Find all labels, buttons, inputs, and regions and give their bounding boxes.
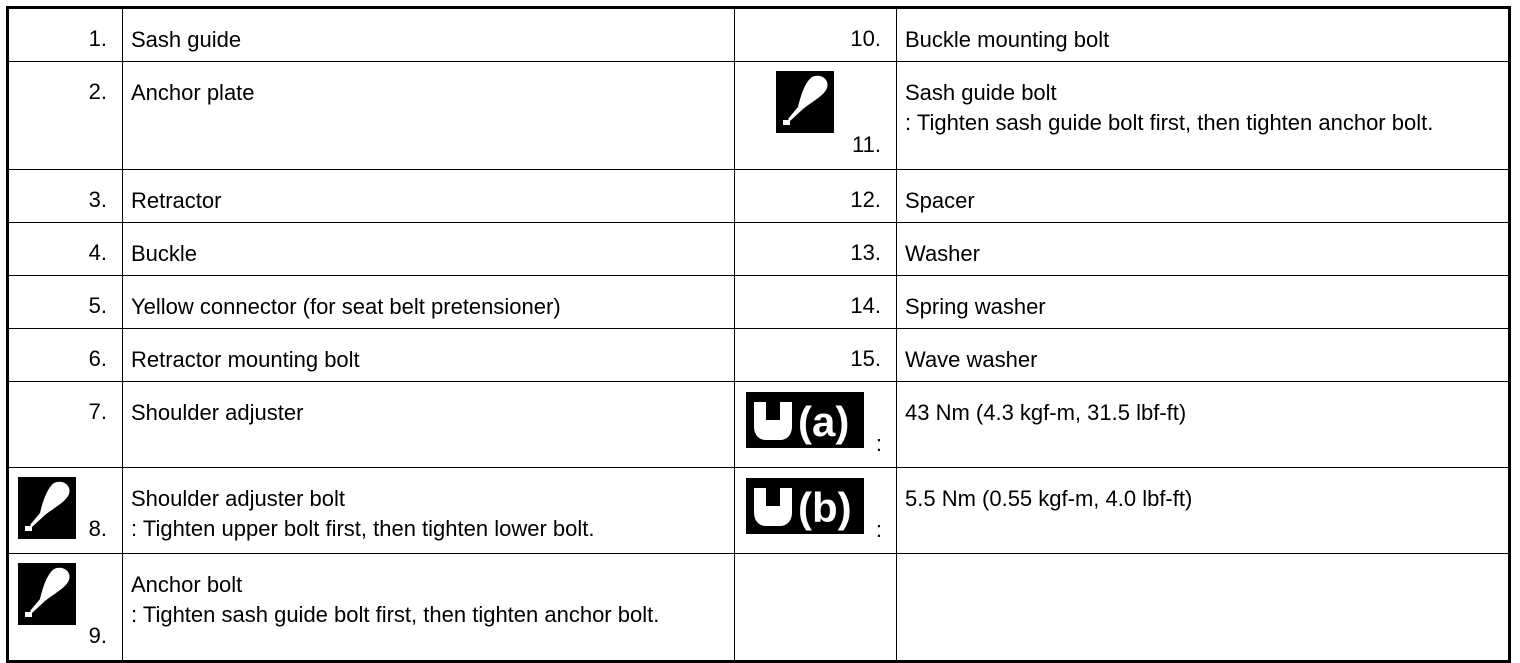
- item-number-cell: [8, 170, 123, 223]
- torque-separator: :: [875, 431, 882, 456]
- item-number: 10.: [850, 26, 881, 51]
- item-note: : Tighten sash guide bolt first, then tighten anchor bolt.: [131, 602, 660, 627]
- item-number-cell: [735, 276, 897, 329]
- empty-cell: [735, 554, 897, 662]
- item-label: Spring washer: [905, 294, 1046, 319]
- item-number: 14.: [850, 293, 881, 318]
- item-number-cell: [8, 223, 123, 276]
- torque-value-cell: [897, 468, 1510, 554]
- item-number-cell: [735, 329, 897, 382]
- item-note: : Tighten upper bolt first, then tighten lower bolt.: [131, 516, 595, 541]
- item-label: Sash guide bolt: [905, 80, 1057, 105]
- item-label: Wave washer: [905, 347, 1038, 372]
- item-number-cell: [8, 329, 123, 382]
- item-label-cell: [123, 276, 735, 329]
- svg-text:(b): (b): [798, 484, 852, 531]
- item-number: 11.: [852, 132, 881, 157]
- item-number: 2.: [88, 79, 107, 104]
- item-number: 6.: [88, 346, 107, 371]
- torque-icon-cell: [735, 382, 897, 468]
- torque-value-cell: [897, 382, 1510, 468]
- item-label-cell: [123, 8, 735, 62]
- item-label: Yellow connector (for seat belt pretensioner): [131, 294, 561, 319]
- item-number: 13.: [850, 240, 881, 265]
- item-label: Sash guide: [131, 27, 242, 52]
- torque-wrench-icon: [746, 478, 864, 534]
- table-row: [8, 554, 1510, 662]
- empty-cell: [897, 554, 1510, 662]
- item-number-cell: [8, 554, 123, 662]
- item-label: Buckle: [131, 241, 198, 266]
- item-label-cell: [123, 223, 735, 276]
- item-label-cell: [123, 468, 735, 554]
- item-number: 3.: [88, 187, 107, 212]
- table-row: [8, 468, 1510, 554]
- item-number: 9.: [88, 623, 107, 648]
- torque-separator: :: [875, 517, 882, 542]
- item-note: : Tighten sash guide bolt first, then tighten anchor bolt.: [905, 110, 1434, 135]
- item-label: Buckle mounting bolt: [905, 27, 1110, 52]
- item-label-cell: [897, 62, 1510, 170]
- item-number: 12.: [850, 187, 881, 212]
- table-row: [8, 8, 1510, 62]
- item-number: 7.: [88, 399, 107, 424]
- table-row: [8, 276, 1510, 329]
- table-row: [8, 170, 1510, 223]
- torque-icon-cell: [735, 468, 897, 554]
- item-number: 4.: [88, 240, 107, 265]
- item-number: 8.: [88, 516, 107, 541]
- table-row: [8, 62, 1510, 170]
- item-label-cell: [897, 8, 1510, 62]
- item-number: 15.: [850, 346, 881, 371]
- item-label: Retractor mounting bolt: [131, 347, 360, 372]
- item-number-cell: [8, 382, 123, 468]
- item-label-cell: [123, 382, 735, 468]
- item-label-cell: [123, 62, 735, 170]
- item-number: 5.: [88, 293, 107, 318]
- item-label-cell: [123, 170, 735, 223]
- item-number: 1.: [88, 26, 107, 51]
- item-label: Anchor plate: [131, 80, 255, 105]
- item-number-cell: [8, 8, 123, 62]
- item-label: Washer: [905, 241, 980, 266]
- item-number-cell: [8, 62, 123, 170]
- table-row: [8, 382, 1510, 468]
- item-label-cell: [897, 329, 1510, 382]
- tightening-order-icon: [776, 71, 834, 133]
- item-label-cell: [897, 170, 1510, 223]
- table-row: [8, 223, 1510, 276]
- item-label-cell: [123, 554, 735, 662]
- item-label: Shoulder adjuster bolt: [131, 486, 346, 511]
- item-number-cell: [735, 170, 897, 223]
- item-label: Spacer: [905, 188, 975, 213]
- parts-legend-table: [6, 6, 1511, 663]
- tightening-order-icon: [18, 563, 76, 625]
- item-number-cell: [8, 468, 123, 554]
- item-number-cell: [735, 8, 897, 62]
- item-number-cell: [735, 223, 897, 276]
- item-number-cell: [735, 62, 897, 170]
- table-row: [8, 329, 1510, 382]
- item-label-cell: [897, 276, 1510, 329]
- tightening-order-icon: [18, 477, 76, 539]
- item-label-cell: [897, 223, 1510, 276]
- item-label: Anchor bolt: [131, 572, 243, 597]
- torque-wrench-icon: [746, 392, 864, 448]
- torque-value: 5.5 Nm (0.55 kgf-m, 4.0 lbf-ft): [905, 486, 1193, 511]
- svg-text:(a): (a): [798, 398, 850, 445]
- item-label: Retractor: [131, 188, 222, 213]
- item-number-cell: [8, 276, 123, 329]
- item-label-cell: [123, 329, 735, 382]
- torque-value: 43 Nm (4.3 kgf-m, 31.5 lbf-ft): [905, 400, 1187, 425]
- item-label: Shoulder adjuster: [131, 400, 304, 425]
